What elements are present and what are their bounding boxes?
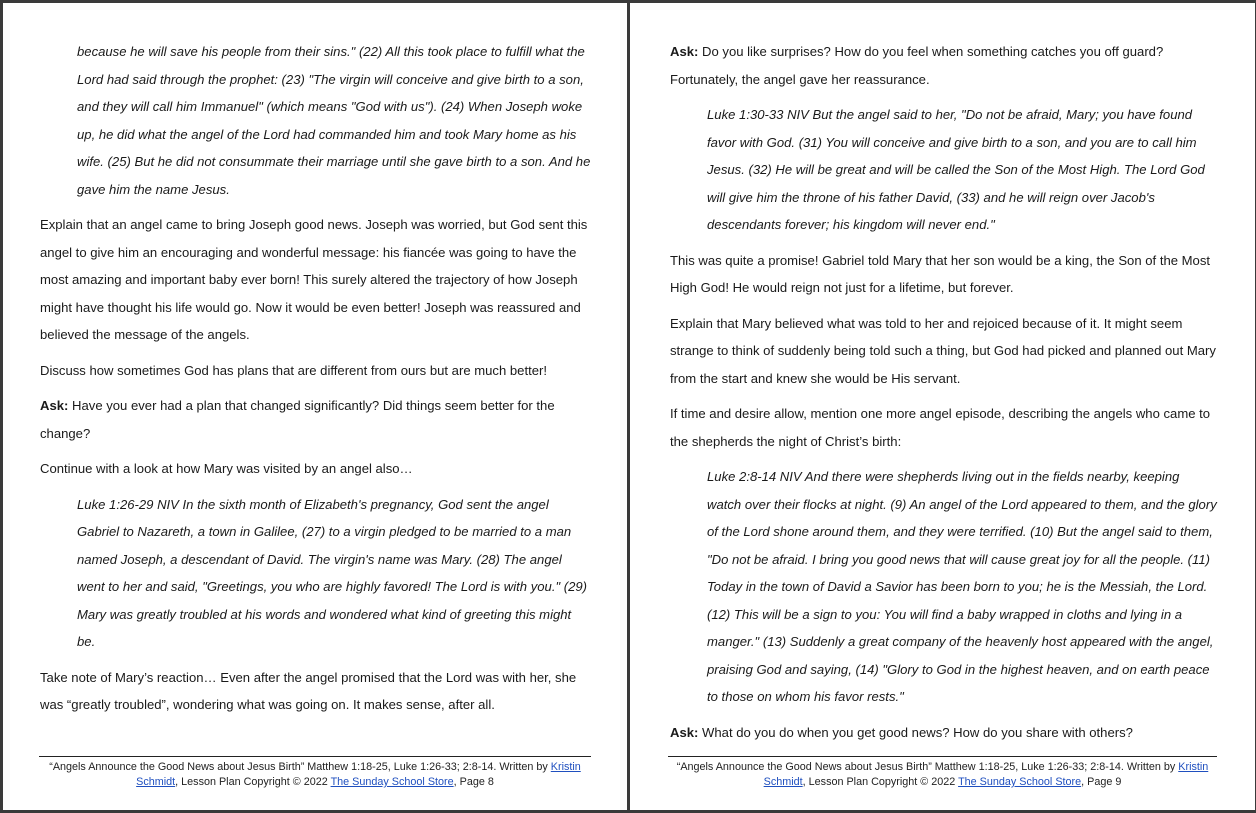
ask-text: Do you like surprises? How do you feel when something catches you off guard? Fortunately, the angel gave her reassurance. [670,44,1164,87]
store-link[interactable]: The Sunday School Store [958,776,1082,788]
footer-page-number: , Page 8 [453,776,494,788]
paragraph-mary-reaction: Take note of Mary’s reaction… Even after the angel promised that the Lord was with her, she was “greatly troubled”, wondering what was going on. It makes sense, after all. [40,669,577,712]
footer-copyright: , Lesson Plan Copyright © 2022 [802,776,959,788]
store-link[interactable]: The Sunday School Store [330,776,454,788]
page-footer [39,756,591,790]
page-8 [3,3,627,810]
author-link[interactable]: Kristin Schmidt [763,761,1209,788]
ask-label: Ask: [670,724,699,740]
ask-label: Ask: [40,398,69,413]
paragraph-gabriel-promise: This was quite a promise! Gabriel told Mary that her son would be a king, the Son of the Most High God! He would reign not just for a lifetime, but forever. [670,252,1211,295]
footer-page-number: , Page 9 [1081,776,1122,788]
author-link[interactable]: Kristin Schmidt [136,761,581,788]
ask-question-plan [40,392,591,447]
paragraph-joseph-good-news: Explain that an angel came to bring Joseph good news. Joseph was worried, but God sent this angel to give him an encouraging and wonderful message: his fiancée was going to have the most amazing and important baby ever born! This surely altered the trajectory of how Joseph might have thought his life would go. Now it would be even better! Joseph was reassured and believed the message of the angels. [40,217,588,342]
ask-question-good-news [670,719,1217,747]
page-9 [630,3,1255,810]
footer-copyright: , Lesson Plan Copyright © 2022 [175,776,331,788]
ask-question-surprises [670,38,1217,93]
ask-text: What do you do when you get good news? How do you share with others? [698,724,1133,740]
scripture-quote-luke-2-8: Luke 2:8-14 NIV And there were shepherds living out in the fields nearby, keeping watch over their flocks at night. (9) An angel of the Lord appeared to them, and the glory of the Lord shone around them, and they were terrified. (10) But the angel said to them, "Do not be afraid. I bring you good news that will cause great joy for all the people. (11) Today in the town of David a Savior has been born to you; he is the Messiah, the Lord. (12) This will be a sign to you: You will find a baby wrapped in cloths and lying in a manger." (13) Suddenly a great company of the heavenly host appeared with the angel, praising God and saying, (14) "Glory to God in the highest heaven, and on earth peace to those on whom his favor rests." [707,469,1217,704]
ask-label: Ask: [670,44,699,59]
paragraph-gods-plans: Discuss how sometimes God has plans that are different from ours but are much better! [40,362,548,378]
ask-text: Have you ever had a plan that changed significantly? Did things seem better for the change? [40,398,555,441]
scripture-quote-luke-1-26: Luke 1:26-29 NIV In the sixth month of Elizabeth's pregnancy, God sent the angel Gabriel to Nazareth, a town in Galilee, (27) to a virgin pledged to be married to a man named Joseph, a descendant of David. The virgin's name was Mary. (28) The angel went to her and said, "Greetings, you who are highly favored! The Lord is with you." (29) Mary was greatly troubled at his words and wondered what kind of greeting this might be. [77,496,588,649]
footer-text: “Angels Announce the Good News about Jesus Birth” Matthew 1:18-25, Luke 1:26-33; 2:8-14. Written by [49,761,551,773]
paragraph-shepherds-intro: If time and desire allow, mention one more angel episode, describing the angels who came to the shepherds the night of Christ’s birth: [670,406,1211,449]
scripture-quote-luke-1-30: Luke 1:30-33 NIV But the angel said to her, "Do not be afraid, Mary; you have found favor with God. (31) You will conceive and give birth to a son, and you are to call him Jesus. (32) He will be great and will be called the Son of the Most High. The Lord God will give him the throne of his father David, (33) and he will reign over Jacob's descendants forever; his kingdom will never end." [707,107,1205,232]
footer-text: “Angels Announce the Good News about Jesus Birth” Matthew 1:18-25, Luke 1:26-33; 2:8-14. Written by [676,761,1179,773]
scripture-quote-matthew: because he will save his people from their sins." (22) All this took place to fulfill what the Lord had said through the prophet: (23) "The virgin will conceive and give birth to a son, and they will call him Immanuel" (which means "God with us"). (24) When Joseph woke up, he did what the angel of the Lord had commanded him and took Mary home as his wife. (25) But he did not consummate their marriage until she gave birth to a son. And he gave him the name Jesus. [77,44,591,197]
paragraph-mary-visited: Continue with a look at how Mary was visited by an angel also… [40,461,413,476]
page-footer [668,756,1217,790]
paragraph-mary-believed: Explain that Mary believed what was told to her and rejoiced because of it. It might seem strange to think of suddenly being told such a thing, but God had picked and planned out Mary from the start and knew she would be His servant. [670,315,1216,386]
